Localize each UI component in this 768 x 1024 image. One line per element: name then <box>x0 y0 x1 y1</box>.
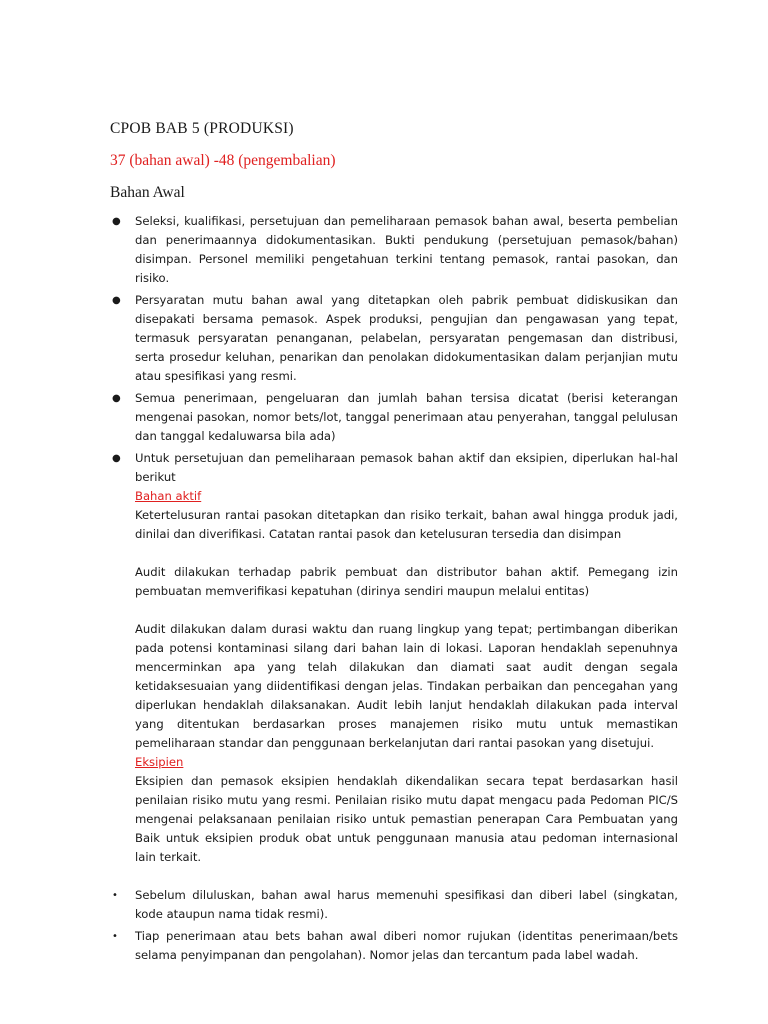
bullet-dot-icon: • <box>112 890 118 901</box>
eksipien-heading: Eksipien <box>135 755 184 769</box>
document-body <box>110 120 678 968</box>
list-item-text: Tiap penerimaan atau bets bahan awal diberi nomor rujukan (identitas penerimaan/bets selama penyimpanan dan pengolahan). Nomor jelas dan tercantum pada label wadah. <box>135 929 678 962</box>
list-item-text: Persyaratan mutu bahan awal yang ditetapkan oleh pabrik pembuat didiskusikan dan disepakati bersama pemasok. Aspek produksi, pengujian dan pengawasan yang tepat, termasuk persyaratan penanganan, pelabelan, persyaratan pengemasan dan distribusi, serta prosedur keluhan, penarikan dan penolakan didokumentasikan dalam perjanjian mutu atau spesifikasi yang resmi. <box>135 293 678 383</box>
list-item-text: Seleksi, kualifikasi, persetujuan dan pemeliharaan pemasok bahan awal, beserta pembelian dan penerimaannya didokumentasikan. Bukti pendukung (persetujuan pemasok/bahan) disimpan. Personel memiliki pengetahuan terkini tentang pemasok, rantai pasokan, dan risiko. <box>135 214 678 285</box>
paragraph-spacer <box>135 601 678 620</box>
bullet-dot-icon: ● <box>112 453 121 464</box>
list-item <box>110 927 678 965</box>
list-item <box>110 212 678 288</box>
bullet-dot-icon: • <box>112 931 118 942</box>
paragraph-spacer <box>135 544 678 563</box>
list-item <box>110 886 678 924</box>
list-item-text: Untuk persetujuan dan pemeliharaan pemasok bahan aktif dan eksipien, diperlukan hal-hal berikut <box>135 451 678 484</box>
eksipien-paragraph: Eksipien dan pemasok eksipien hendaklah dikendalikan secara tepat berdasarkan hasil penilaian risiko mutu yang resmi. Penilaian risiko mutu dapat mengacu pada Pedoman PIC/S mengenai pelaksanaan penilaian risiko untuk pemastian penerapan Cara Pembuatan yang Baik untuk eksipien produk obat untuk penggunaan manusia atau pedoman internasional lain terkait. <box>135 774 678 864</box>
list-item-text: Sebelum diluluskan, bahan awal harus memenuhi spesifikasi dan diberi label (singkatan, kode ataupun nama tidak resmi). <box>135 888 678 921</box>
list-item <box>110 449 678 867</box>
bullet-list <box>110 212 678 867</box>
list-item-text: Semua penerimaan, pengeluaran dan jumlah bahan tersisa dicatat (berisi keterangan mengenai pasokan, nomor bets/lot, tanggal penerimaan atau penyerahan, tanggal pelulusan dan tanggal kedaluwarsa bila ada) <box>135 391 678 443</box>
bahan-aktif-heading: Bahan aktif <box>135 489 202 503</box>
bullet-dot-icon: ● <box>112 295 121 306</box>
bahan-aktif-paragraph: Audit dilakukan terhadap pabrik pembuat dan distributor bahan aktif. Pemegang izin pembuatan memverifikasi kepatuhan (dirinya sendiri maupun melalui entitas) <box>135 565 678 598</box>
section-heading: Bahan Awal <box>110 184 185 201</box>
list-item <box>110 291 678 386</box>
bullet-dot-icon: ● <box>112 216 121 227</box>
bahan-aktif-paragraph: Audit dilakukan dalam durasi waktu dan ruang lingkup yang tepat; pertimbangan diberikan pada potensi kontaminasi silang dari bahan lain di lokasi. Laporan hendaklah sepenuhnya mencerminkan apa yang telah dilakukan dan diamati saat audit dengan segala ketidaksesuaian yang diidentifikasi dengan jelas. Tindakan perbaikan dan pencegahan yang diperlukan hendaklah dilaksanakan. Audit lebih lanjut hendaklah dilakukan pada interval yang ditentukan berdasarkan proses manajemen risiko mutu untuk memastikan pemeliharaan standar dan penggunaan berkelanjutan dari rantai pasokan yang disetujui. <box>135 622 678 750</box>
list-item <box>110 389 678 446</box>
document-title: CPOB BAB 5 (PRODUKSI) <box>110 120 294 137</box>
bahan-aktif-paragraph: Ketertelusuran rantai pasokan ditetapkan dan risiko terkait, bahan awal hingga produk jadi, dinilai dan diverifikasi. Catatan rantai pasok dan ketelusuran tersedia dan disimpan <box>135 508 678 541</box>
bullet-list-2 <box>110 886 678 965</box>
document-subtitle: 37 (bahan awal) -48 (pengembalian) <box>110 152 336 169</box>
bullet-dot-icon: ● <box>112 393 121 404</box>
